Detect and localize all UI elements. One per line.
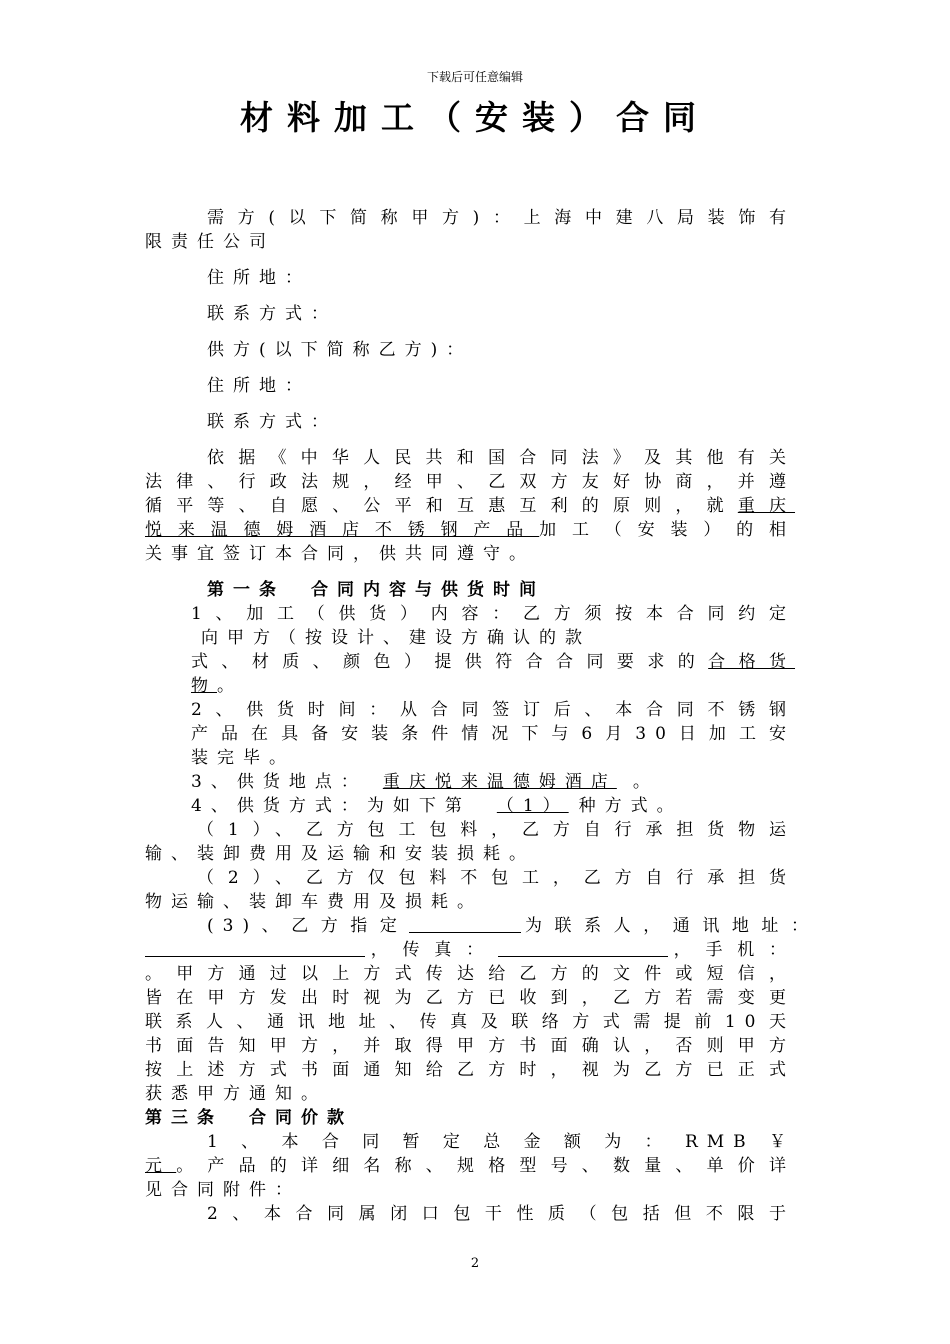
clause-text: 。 — [632, 772, 659, 792]
supply-method — [145, 794, 795, 818]
intro-line: 法律、行政法规，经甲、乙双方友好协商，并遵 — [145, 472, 795, 492]
clause-line — [145, 650, 795, 674]
price-text: 。产品的详细名称、规格型号、数量、单价详 — [176, 1156, 796, 1176]
price-line: 1、本合同暂定总金额为：RMB￥ — [207, 1132, 795, 1152]
supply-location — [145, 770, 795, 794]
option-line: 获悉甲方通知。 — [145, 1084, 327, 1104]
intro-text: 加工（安装）的相 — [539, 520, 796, 540]
contract-title: 材料加工（安装）合同 — [240, 98, 710, 137]
project-name-underlined: 悦来温德姆酒店不锈钢 — [145, 520, 474, 540]
contact-person-blank[interactable] — [409, 916, 521, 933]
option-line: 按上述方式书面通知给乙方时，视为乙方已正式 — [145, 1060, 795, 1080]
option-line: 联系人、通讯地址、传真及联络方式需提前10天 — [145, 1012, 795, 1032]
qualified-goods-underlined: 合格货 — [708, 652, 796, 672]
clause-line: 2、供货时间：从合同签订后、本合同不锈钢 — [191, 700, 795, 720]
page-number: 2 — [470, 1256, 480, 1271]
clause-text: 3、供货地点： — [191, 772, 367, 792]
party-a-contact: 联系方式： — [207, 304, 337, 324]
option-line — [145, 914, 817, 938]
contract-body — [145, 206, 817, 1226]
party-a-line: 需方(以下简称甲方)：上海中建八局装饰有 — [207, 208, 795, 228]
party-b-contact: 联系方式： — [207, 412, 337, 432]
intro-line: 依据《中华人民共和国合同法》及其他有关 — [207, 448, 795, 468]
page-header: 下载后可任意编辑 — [426, 70, 523, 84]
article-3-heading: 第三条 合同价款 — [145, 1108, 353, 1128]
clause-line: 向甲方（按设计、建设方确认的款 — [201, 628, 591, 648]
product-underlined: 产品 — [473, 520, 540, 540]
party-b-address: 住所地： — [207, 376, 311, 396]
intro-paragraph — [145, 446, 795, 566]
option-text: ，手机： — [667, 940, 796, 960]
price-line: 见合同附件： — [145, 1180, 301, 1200]
clause-line — [145, 674, 795, 698]
option-line: 物运输、装卸车费用及损耗。 — [145, 892, 483, 912]
clause-text: 。 — [217, 676, 243, 696]
intro-line — [145, 518, 795, 542]
clause-line: 产品在具备安装条件情况下与6月30日加工安 — [191, 724, 795, 744]
option-line — [145, 938, 795, 962]
option-line: 。甲方通过以上方式传达给乙方的文件或短信， — [145, 964, 795, 984]
option-text: ，传真： — [365, 940, 498, 960]
option-line: 皆在甲方发出时视为乙方已收到，乙方若需变更 — [145, 988, 795, 1008]
clause-line: 1、加工（供货）内容：乙方须按本合同约定 — [191, 604, 795, 624]
option-line: 输、装卸费用及运输和安装损耗。 — [145, 844, 535, 864]
option-line: （2）、乙方仅包料不包工，乙方自行承担货 — [197, 868, 795, 888]
clause-text: 4、供货方式：为如下第 — [191, 796, 471, 816]
amount-unit-underlined: 元 — [145, 1156, 177, 1176]
price-line: 2、本合同属闭口包干性质（包括但不限于 — [207, 1204, 795, 1224]
supply-method-choice: （1） — [496, 796, 569, 816]
option-text: (3)、乙方指定 — [207, 916, 410, 936]
clause-text: 种方式。 — [578, 796, 683, 816]
qualified-goods-underlined: 物 — [191, 676, 217, 696]
option-text: 为联系人，通讯地址： — [521, 916, 817, 936]
clause-text: 式、材质、颜色）提供符合合同要求的 — [191, 652, 709, 672]
party-a-line-2: 限责任公司 — [145, 232, 275, 252]
project-name-underlined: 重庆 — [737, 496, 796, 516]
party-b-line: 供方(以下简称乙方)： — [207, 340, 473, 360]
clause-line: 装完毕。 — [191, 748, 295, 768]
intro-line: 关事宜签订本合同，供共同遵守。 — [145, 544, 535, 564]
supply-location-value: 重庆悦来温德姆酒店 — [382, 772, 617, 792]
intro-line — [145, 494, 795, 518]
option-line: （1）、乙方包工包料，乙方自行承担货物运 — [197, 820, 795, 840]
intro-text: 循平等、自愿、公平和互惠互利的原则，就 — [145, 496, 738, 516]
price-line — [145, 1154, 795, 1178]
option-line: 书面告知甲方，并取得甲方书面确认，否则甲方 — [145, 1036, 795, 1056]
article-1-heading: 第一条 合同内容与供货时间 — [207, 580, 545, 600]
party-a-address: 住所地： — [207, 268, 311, 288]
address-blank[interactable] — [145, 940, 365, 957]
fax-blank[interactable] — [498, 940, 668, 957]
